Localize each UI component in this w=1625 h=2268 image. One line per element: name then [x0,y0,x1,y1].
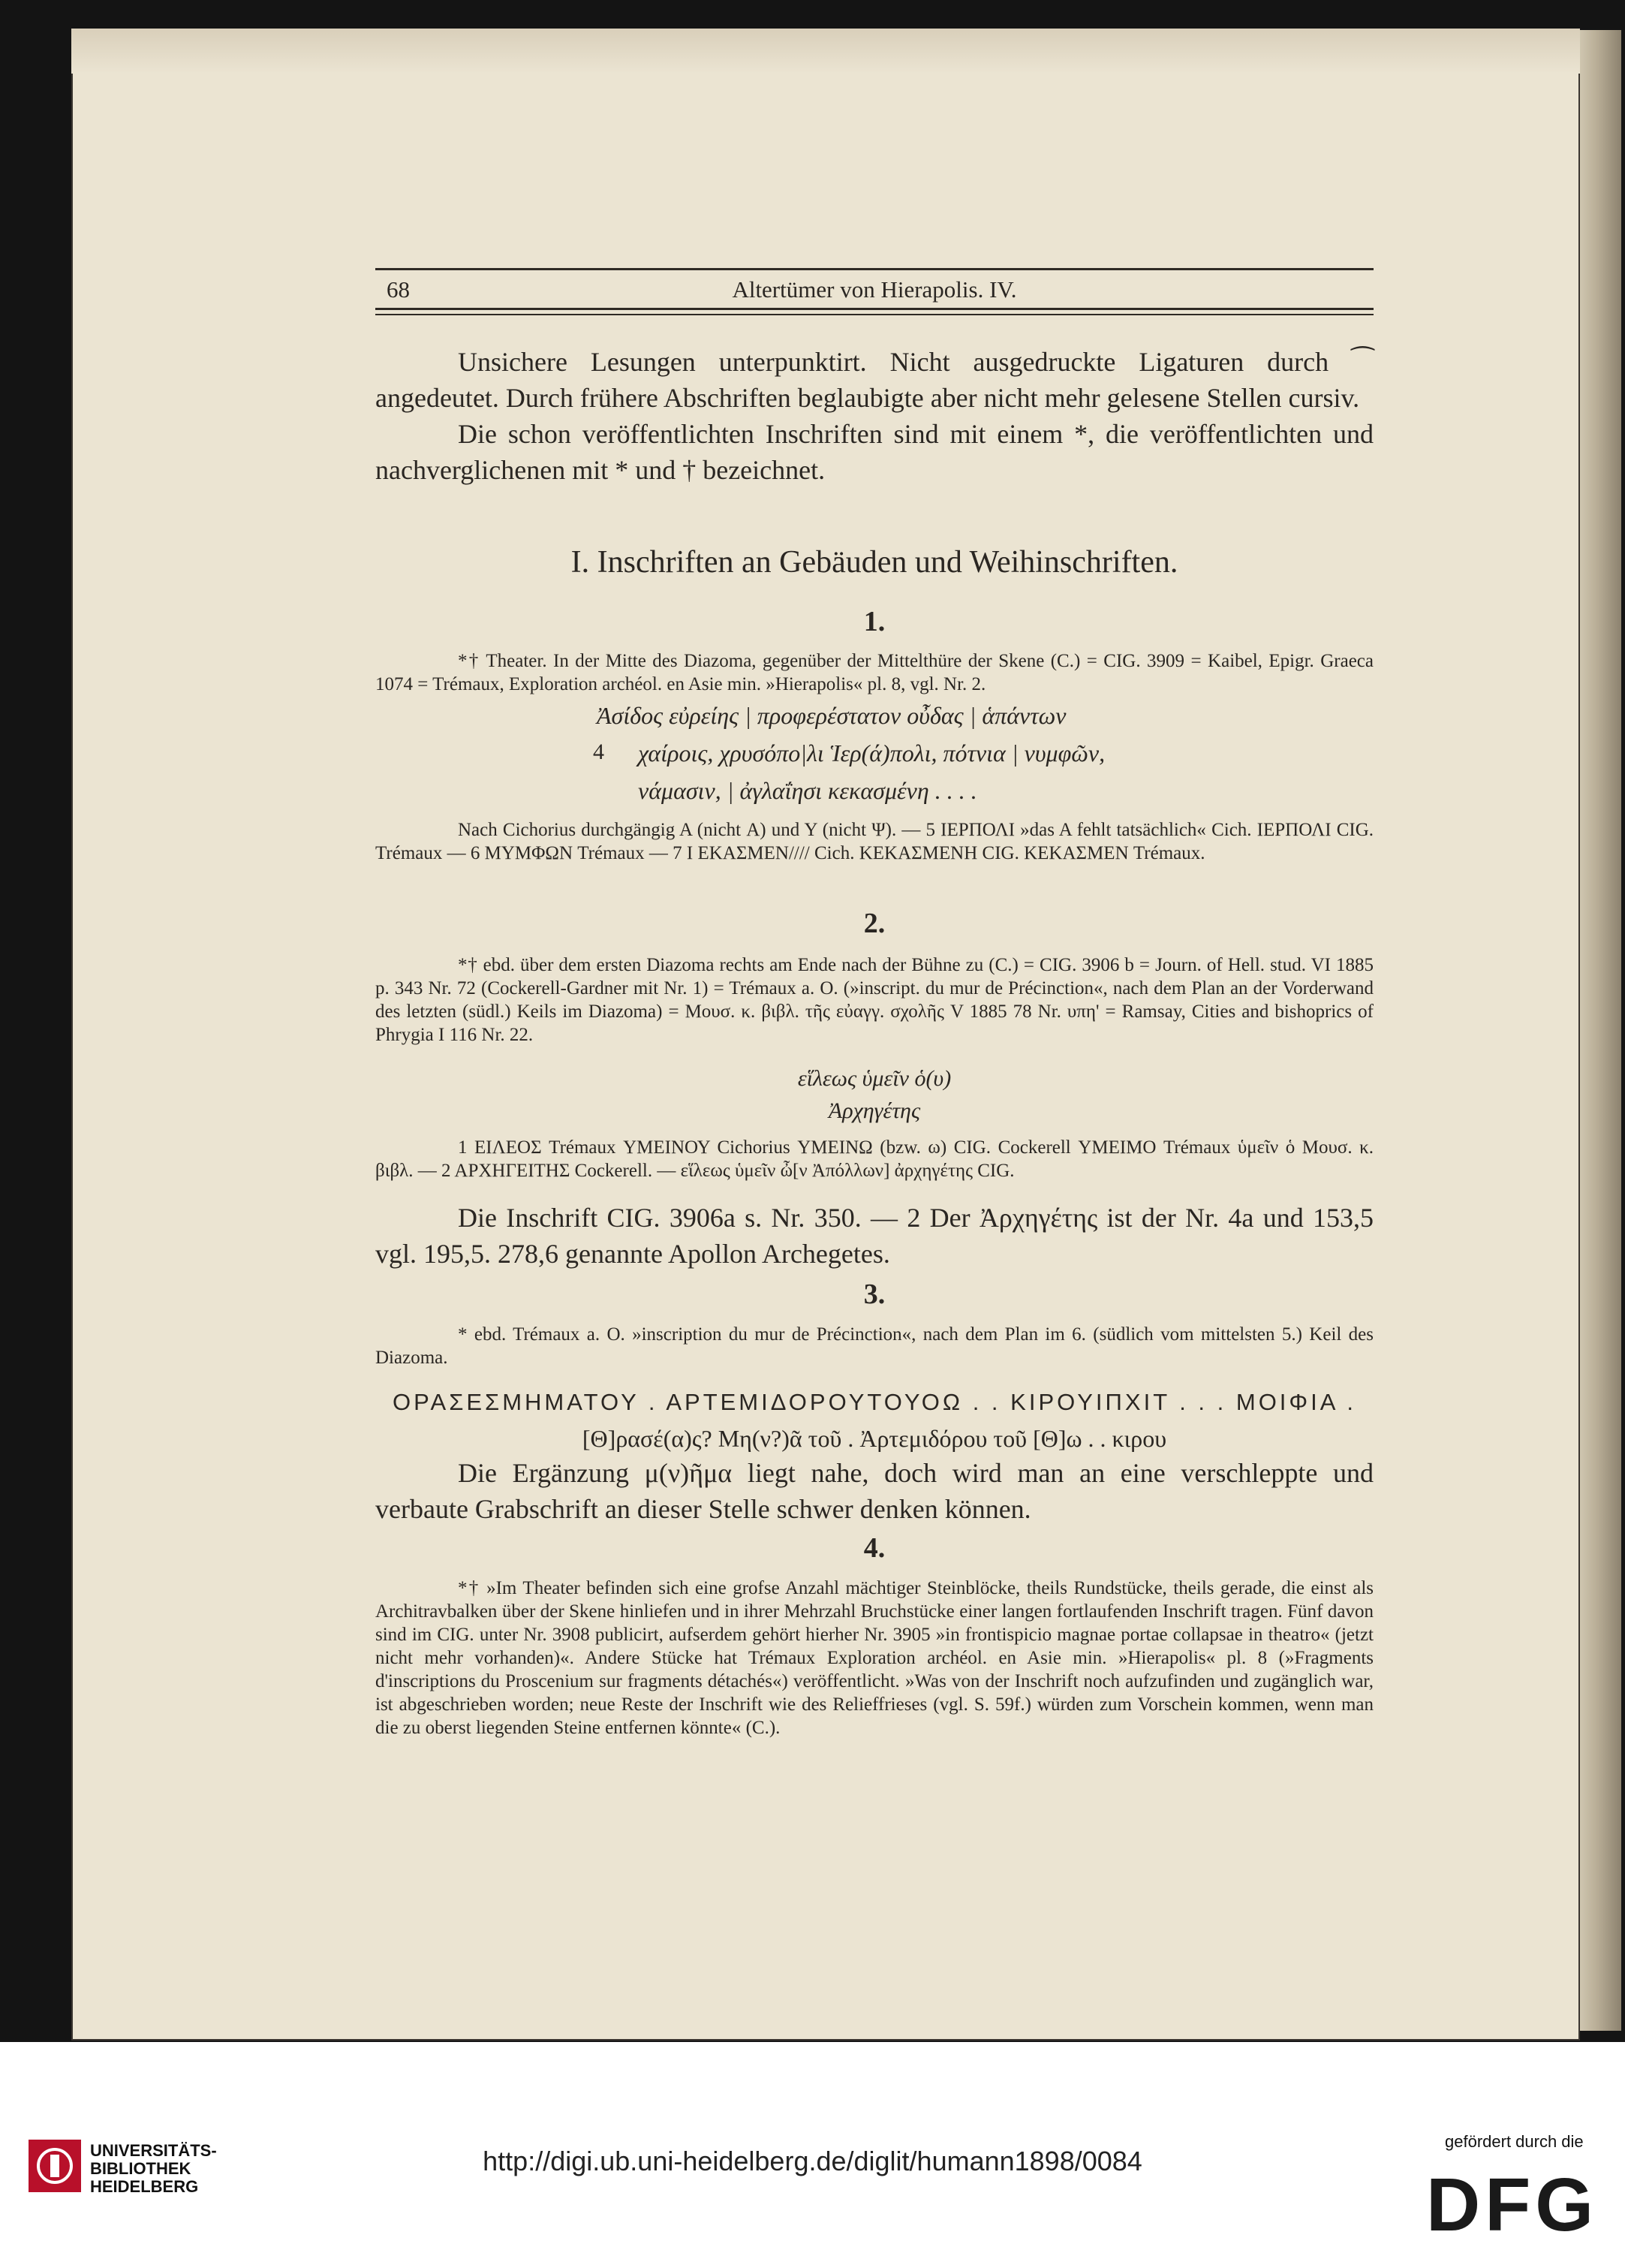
entry-number: 1. [863,606,886,637]
page-top-shadow [71,29,1580,74]
greek-line: νάμασιν, | ἀγλαΐησι κεκασμένη . . . . [638,777,977,804]
entry-source: *† »Im Theater befinden sich eine grofse Anzahl mächtiger Steinblöcke, theils Rundstücke, theils gerade, die einst als Architravbalken über der Skene hinliefen und in ihrer Mehrzahl Bruchstücke einer langen fortlaufenden Inschrift tragen. Fünf davon sind im CIG. unter Nr. 3908 publicirt, aufserdem gehört hierher Nr. 3905 »in frontispicio magnae portae collapsae in theatro« (jetzt nicht mehr vorhanden)«. Andere Stücke hat Trémaux Exploration archéol. en Asie min. »Hierapolis« pl. 8 (»Fragments d'inscriptions du Proscenium sur fragments détachés«) veröffentlicht. »Was von der Inschrift noch aufzufinden und zugänglich war, ist abgeschrieben worden; neue Reste der Inschrift wie des Relieffrieses (vgl. S. 59f.) würden zum Vorschein kommen, wenn man die zu oberst liegenden Steine entfernen könnte« (C.). [375,1578,1374,1738]
header-rule-bottom [375,308,1374,310]
dfg-logo: DFG [1426,2163,1599,2247]
greek-line: Ἀσίδος εὐρείης | προφερέστατον οὖδας | ἁπάντων [597,702,1067,729]
entry-source: *† Theater. In der Mitte des Diazoma, gegenüber der Mittelthüre der Skene (C.) = CIG. 3909 = Kaibel, Epigr. Graeca 1074 = Trémaux, Exploration archéol. en Asie min. »Hierapolis« pl. 8, vgl. Nr. 2. [375,651,1374,694]
intro-text [375,344,1374,488]
entry-source: * ebd. Trémaux a. O. »inscription du mur de Précinction«, nach dem Plan im 6. (südlich vom mittelsten 5.) Keil des Diazoma. [375,1324,1374,1368]
intro-paragraph-1: Unsichere Lesungen unterpunktirt. Nicht ausgedruckte Ligaturen durch ⁀ angedeutet. Durch frühere Abschriften beglaubigte aber nicht mehr gelesene Stellen cursiv. [375,347,1374,413]
entry-number: 3. [863,1279,886,1310]
page-number: 68 [387,276,410,303]
university-name: UNIVERSITÄTS- BIBLIOTHEK HEIDELBERG [90,2141,217,2196]
permalink-url[interactable]: http://digi.ub.uni-heidelberg.de/diglit/humann1898/0084 [483,2146,1142,2176]
entry-notes: Nach Cichorius durchgängig A (nicht Α) und Y (nicht Ψ). — 5 ΙΕΡΠΟΛΙ »das A fehlt tatsächlich« Cich. ΙΕΡΠΟΛΙ CIG. Trémaux — 6 ΜΥΜΦΩΝ Trémaux — 7 Ι ΕΚΑΣΜΕΝ//// Cich. ΚΕΚΑΣΜΕΝΗ CIG. ΚΕΚΑΣΜΕΝ Trémaux. [375,820,1374,863]
inscription-caps-line: ΟΡΑΣΕΣΜΗΜΑΤΟΥ . ΑΡΤΕΜΙΔΟΡΟΥΤΟΥΟΩ . . ΚΙΡΟΥΙΠΧΙΤ . . . ΜΟΙΦΙΑ . [393,1389,1356,1415]
entry-commentary: Die Ergänzung μ(ν)ῆμα liegt nahe, doch wird man an eine verschleppte und verbaute Grabschrift an dieser Stelle schwer denken können. [375,1458,1374,1524]
header-rule-top [375,268,1374,270]
entry-commentary: Die Inschrift CIG. 3906a s. Nr. 350. — 2 Der Ἀρχηγέτης ist der Nr. 4a und 153,5 vgl. 195,5. 278,6 genannte Apollon Archegetes. [375,1203,1374,1269]
page-edge [1580,30,1621,2031]
greek-line: [Θ]ρασέ(α)ς? Μη(ν?)ᾶ τοῦ . Ἀρτεμιδόρου τοῦ [Θ]ω . . κιρου [582,1425,1167,1452]
entry-source: *† ebd. über dem ersten Diazoma rechts am Ende nach der Bühne zu (C.) = CIG. 3906 b = Journ. of Hell. stud. VI 1885 p. 343 Nr. 72 (Cockerell-Gardner mit Nr. 1) = Trémaux a. O. (»inscript. du mur de Précinction«, nach dem Plan an der Vorderwand des letzten (südl.) Keils im Diazoma) = Μουσ. κ. βιβλ. τῆς εὐαγγ. σχολῆς V 1885 78 Nr. υπη' = Ramsay, Cities and bishoprics of Phrygia I 116 Nr. 22. [375,955,1374,1045]
entry-number: 4. [863,1532,886,1564]
header-rule-double [375,314,1374,315]
entry-notes: 1 ΕΙΛΕΟΣ Trémaux ΥΜΕΙΝΟΥ Cichorius ΥΜΕΙΝΩ (bzw. ω) CIG. Cockerell ΥΜΕΙΜΟ Trémaux ὑμεῖν ὁ Μουσ. κ. βιβλ. — 2 ΑΡΧΗΓΕΙΤΗΣ Cockerell. — εἵλεως ὑμεῖν ὦ[ν Ἀπόλλων] ἀρχηγέτης CIG. [375,1137,1374,1181]
funding-label: gefördert durch die [1445,2132,1584,2151]
greek-line: εἵλεως ὑμεῖν ὁ(υ) [797,1066,952,1091]
line-number: 4 [593,739,604,764]
entry-number: 2. [863,908,886,939]
running-title: Altertümer von Hierapolis. IV. [732,276,1017,303]
greek-line: χαίροις, χρυσόπο|λι Ἱερ(ά)πολι, πότνια | νυμφῶν, [638,739,1106,767]
intro-paragraph-2: Die schon veröffentlichten Inschriften sind mit einem *, die veröffentlichten und nachverglichenen mit * und † bezeichnet. [375,419,1374,485]
section-heading: I. Inschriften an Gebäuden und Weihinschriften. [570,545,1178,580]
greek-line: Ἀρχηγέτης [828,1098,921,1123]
